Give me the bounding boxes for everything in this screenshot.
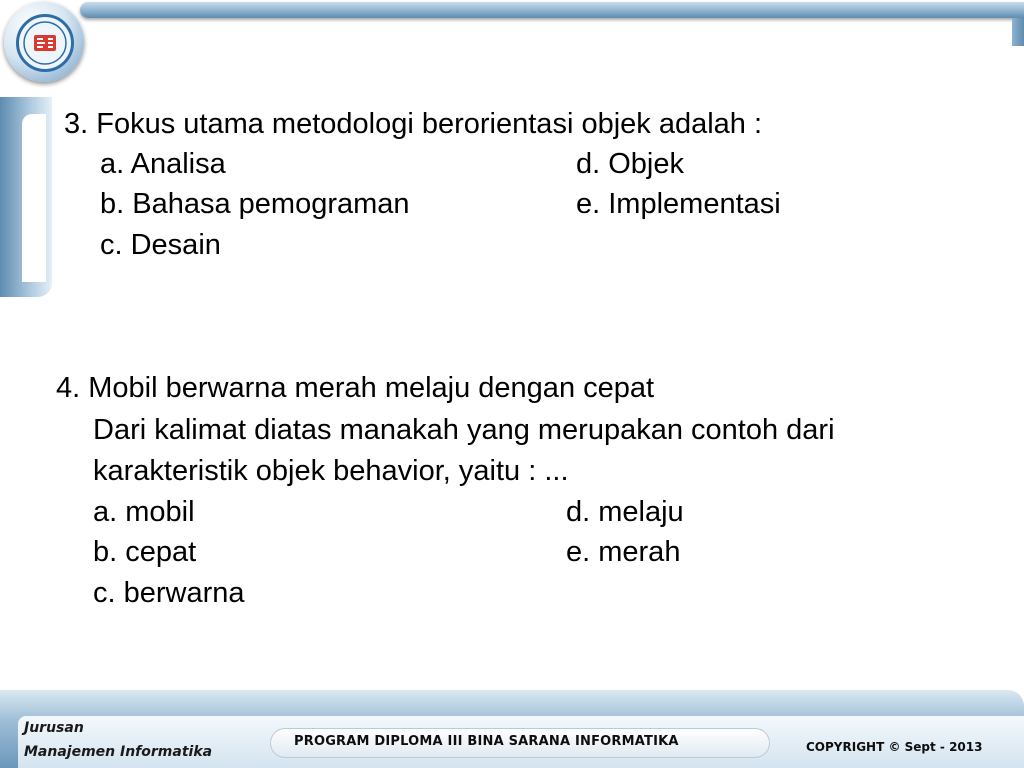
question-3-option-e: e. Implementasi bbox=[576, 188, 781, 220]
question-4-option-a: a. mobil bbox=[93, 496, 195, 528]
question-4-prompt: 4. Mobil berwarna merah melaju dengan cepat bbox=[56, 372, 655, 404]
logo-emblem-icon bbox=[21, 19, 69, 67]
question-4-line-3: karakteristik objek behavior, yaitu : ... bbox=[93, 455, 569, 487]
program-text: PROGRAM DIPLOMA III BINA SARANA INFORMATIKA bbox=[294, 734, 679, 749]
question-4-line-2: Dari kalimat diatas manakah yang merupakan contoh dari bbox=[93, 414, 835, 446]
question-4-option-d: d. melaju bbox=[566, 496, 684, 528]
question-3-option-b: b. Bahasa pemograman bbox=[100, 188, 410, 220]
department-name: Manajemen Informatika bbox=[24, 744, 213, 760]
question-3-prompt: 3. Fokus utama metodologi berorientasi objek adalah : bbox=[64, 108, 763, 140]
question-3-option-d: d. Objek bbox=[576, 148, 684, 180]
question-4-option-c: c. berwarna bbox=[93, 577, 245, 609]
copyright-text: COPYRIGHT © Sept - 2013 bbox=[806, 740, 983, 754]
department-label: Jurusan bbox=[24, 720, 84, 736]
question-4-option-b: b. cepat bbox=[93, 536, 197, 568]
bsi-logo-icon bbox=[4, 2, 84, 82]
question-3-option-c: c. Desain bbox=[100, 229, 221, 261]
question-4-option-e: e. merah bbox=[566, 536, 681, 568]
top-frame-bar bbox=[80, 2, 1024, 18]
question-3-option-a: a. Analisa bbox=[100, 148, 226, 180]
left-frame-inner bbox=[22, 114, 46, 282]
logo-ring bbox=[16, 14, 74, 72]
